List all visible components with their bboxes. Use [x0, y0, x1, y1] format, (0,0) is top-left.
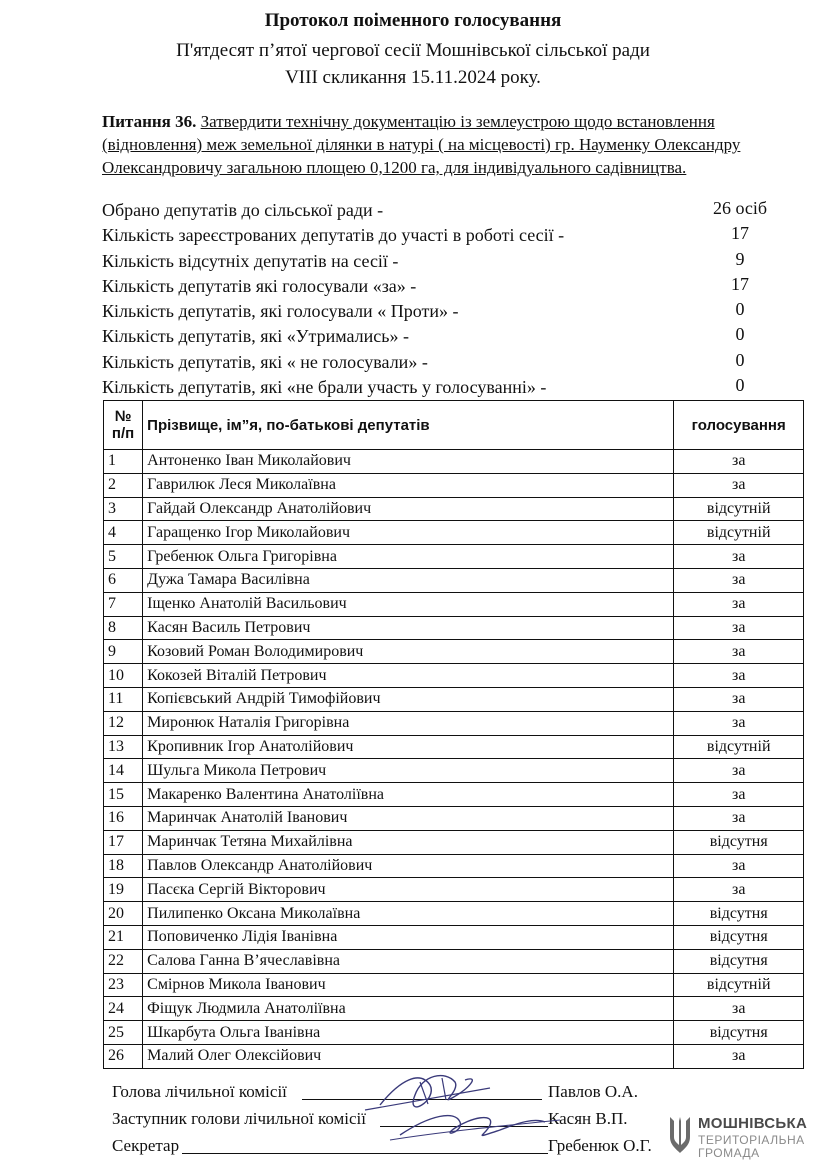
- deputy-name: Дужа Тамара Василівна: [143, 568, 674, 592]
- table-row: [104, 640, 804, 664]
- stat-value: 0: [735, 299, 745, 320]
- row-number: 2: [104, 473, 143, 497]
- stat-label: Кількість депутатів, які «Утримались» -: [102, 326, 409, 347]
- table-row: [104, 973, 804, 997]
- row-number: 26: [104, 1044, 143, 1068]
- signature-role: Голова лічильної комісії: [112, 1082, 287, 1101]
- table-row: [104, 1021, 804, 1045]
- row-number: 21: [104, 925, 143, 949]
- stat-value: 0: [735, 324, 745, 345]
- stat-row: [102, 223, 802, 248]
- vote-result: відсутня: [674, 902, 804, 926]
- deputy-name: Козовий Роман Володимирович: [143, 640, 674, 664]
- logo-line1: МОШНІВСЬКА: [698, 1115, 808, 1132]
- deputy-name: Смірнов Микола Іванович: [143, 973, 674, 997]
- deputy-name: Антоненко Іван Миколайович: [143, 450, 674, 474]
- deputy-name: Миронюк Наталія Григорівна: [143, 711, 674, 735]
- row-number: 8: [104, 616, 143, 640]
- table-header-row: [104, 401, 804, 450]
- row-number: 7: [104, 592, 143, 616]
- signature-person: Касян В.П.: [548, 1109, 628, 1128]
- table-row: [104, 783, 804, 807]
- vote-result: відсутня: [674, 925, 804, 949]
- stat-row: [102, 249, 802, 274]
- vote-result: відсутній: [674, 973, 804, 997]
- row-number: 3: [104, 497, 143, 521]
- deputy-name: Макаренко Валентина Анатоліївна: [143, 783, 674, 807]
- deputy-name: Маринчак Тетяна Михайлівна: [143, 830, 674, 854]
- vote-result: відсутня: [674, 830, 804, 854]
- deputy-name: Павлов Олександр Анатолійович: [143, 854, 674, 878]
- question-text: Затвердити технічну документацію із землеустрою щодо встановлення (відновлення) меж земельної ділянки в натурі ( на місцевості) гр. Науменку Олександру Олександровичу загальною площею 0,1200 га, для індивідуального садівництва.: [102, 112, 741, 177]
- row-number: 5: [104, 545, 143, 569]
- row-number: 17: [104, 830, 143, 854]
- vote-result: відсутній: [674, 735, 804, 759]
- stat-row: [102, 350, 802, 375]
- deputy-name: Салова Ганна В’ячеславівна: [143, 949, 674, 973]
- row-number: 13: [104, 735, 143, 759]
- vote-result: за: [674, 878, 804, 902]
- deputy-name: Кропивник Ігор Анатолійович: [143, 735, 674, 759]
- header-vote: голосування: [674, 401, 804, 450]
- table-row: [104, 735, 804, 759]
- stat-label: Кількість депутатів, які «не брали участь у голосуванні» -: [102, 377, 547, 398]
- deputy-name: Поповиченко Лідія Іванівна: [143, 925, 674, 949]
- deputy-name: Пилипенко Оксана Миколаївна: [143, 902, 674, 926]
- table-row: [104, 854, 804, 878]
- vote-result: за: [674, 997, 804, 1021]
- deputy-name: Кокозей Віталій Петрович: [143, 664, 674, 688]
- stat-label: Кількість зареєстрованих депутатів до участі в роботі сесії -: [102, 225, 565, 246]
- deputy-name: Маринчак Анатолій Іванович: [143, 806, 674, 830]
- vote-table: [103, 400, 804, 1069]
- header-name: Прізвище, ім”я, по-батькові депутатів: [143, 401, 674, 450]
- stat-row: [102, 198, 802, 223]
- table-row: [104, 473, 804, 497]
- header-number: № п/п: [104, 401, 143, 450]
- table-row: [104, 687, 804, 711]
- stat-label: Кількість депутатів, які « не голосували» -: [102, 351, 428, 372]
- question-block: [102, 110, 792, 179]
- table-row: [104, 545, 804, 569]
- stat-label: Кількість відсутніх депутатів на сесії -: [102, 250, 399, 271]
- logo-line2: ТЕРИТОРІАЛЬНА: [698, 1133, 805, 1147]
- vote-result: відсутній: [674, 497, 804, 521]
- signature-role: Заступник голови лічильної комісії: [112, 1109, 367, 1128]
- vote-result: відсутній: [674, 521, 804, 545]
- stat-label: Кількість депутатів які голосували «за» -: [102, 275, 417, 296]
- row-number: 11: [104, 687, 143, 711]
- question-label: Питання 36.: [102, 112, 197, 131]
- row-number: 20: [104, 902, 143, 926]
- table-row: [104, 497, 804, 521]
- signature-person: Гребенюк О.Г.: [548, 1136, 652, 1155]
- logo-line3: ГРОМАДА: [698, 1146, 760, 1160]
- table-row: [104, 806, 804, 830]
- table-row: [104, 925, 804, 949]
- row-number: 18: [104, 854, 143, 878]
- stat-row: [102, 274, 802, 299]
- row-number: 14: [104, 759, 143, 783]
- table-row: [104, 997, 804, 1021]
- stat-value: 17: [731, 223, 749, 244]
- stat-row: [102, 324, 802, 349]
- row-number: 19: [104, 878, 143, 902]
- trident-icon: [668, 1115, 692, 1155]
- vote-result: за: [674, 616, 804, 640]
- deputy-name: Гребенюк Ольга Григорівна: [143, 545, 674, 569]
- row-number: 10: [104, 664, 143, 688]
- table-row: [104, 616, 804, 640]
- deputy-name: Шкарбута Ольга Іванівна: [143, 1021, 674, 1045]
- deputy-name: Малий Олег Олексійович: [143, 1044, 674, 1068]
- deputy-name: Гаращенко Ігор Миколайович: [143, 521, 674, 545]
- row-number: 24: [104, 997, 143, 1021]
- deputy-name: Фіщук Людмила Анатоліївна: [143, 997, 674, 1021]
- stat-value: 0: [735, 375, 745, 396]
- row-number: 6: [104, 568, 143, 592]
- vote-result: за: [674, 806, 804, 830]
- deputy-name: Гайдай Олександр Анатолійович: [143, 497, 674, 521]
- stat-label: Обрано депутатів до сільської ради -: [102, 200, 384, 220]
- vote-result: за: [674, 568, 804, 592]
- vote-result: за: [674, 450, 804, 474]
- vote-result: за: [674, 1044, 804, 1068]
- row-number: 22: [104, 949, 143, 973]
- vote-result: за: [674, 664, 804, 688]
- vote-result: відсутня: [674, 1021, 804, 1045]
- signature-role: Секретар: [112, 1136, 180, 1155]
- table-row: [104, 830, 804, 854]
- vote-result: за: [674, 759, 804, 783]
- row-number: 9: [104, 640, 143, 664]
- deputy-name: Іщенко Анатолій Васильович: [143, 592, 674, 616]
- stat-value: 9: [735, 248, 745, 269]
- deputy-name: Копієвський Андрій Тимофійович: [143, 687, 674, 711]
- table-row: [104, 759, 804, 783]
- table-row: [104, 711, 804, 735]
- deputy-name: Шульга Микола Петрович: [143, 759, 674, 783]
- row-number: 25: [104, 1021, 143, 1045]
- page-title: Протокол поіменного голосування: [264, 10, 562, 31]
- session-subtitle: П'ятдесят п’ятої чергової сесії Мошнівської сільської ради: [176, 40, 650, 61]
- vote-result: відсутня: [674, 949, 804, 973]
- stat-label: Кількість депутатів, які голосували « Проти» -: [102, 301, 459, 322]
- community-logo: [668, 1113, 818, 1163]
- table-row: [104, 664, 804, 688]
- vote-result: за: [674, 687, 804, 711]
- table-row: [104, 878, 804, 902]
- signature-scribbles: [360, 1060, 580, 1170]
- stat-value: 26 осіб: [712, 198, 768, 218]
- table-row: [104, 592, 804, 616]
- vote-result: за: [674, 783, 804, 807]
- vote-result: за: [674, 545, 804, 569]
- vote-result: за: [674, 592, 804, 616]
- table-row: [104, 521, 804, 545]
- row-number: 16: [104, 806, 143, 830]
- stat-value: 17: [731, 273, 749, 294]
- vote-result: за: [674, 640, 804, 664]
- table-row: [104, 949, 804, 973]
- table-row: [104, 902, 804, 926]
- deputy-name: Гаврилюк Леся Миколаївна: [143, 473, 674, 497]
- stat-value: 0: [735, 349, 745, 370]
- row-number: 1: [104, 450, 143, 474]
- signature-person: Павлов О.А.: [548, 1082, 638, 1101]
- stat-row: [102, 375, 802, 400]
- session-date: VIII скликання 15.11.2024 року.: [285, 67, 541, 88]
- row-number: 15: [104, 783, 143, 807]
- vote-result: за: [674, 711, 804, 735]
- vote-result: за: [674, 473, 804, 497]
- vote-stats: [102, 198, 802, 400]
- stat-row: [102, 299, 802, 324]
- table-row: [104, 450, 804, 474]
- deputy-name: Касян Василь Петрович: [143, 616, 674, 640]
- row-number: 4: [104, 521, 143, 545]
- vote-result: за: [674, 854, 804, 878]
- row-number: 23: [104, 973, 143, 997]
- row-number: 12: [104, 711, 143, 735]
- table-row: [104, 568, 804, 592]
- deputy-name: Пасєка Сергій Вікторович: [143, 878, 674, 902]
